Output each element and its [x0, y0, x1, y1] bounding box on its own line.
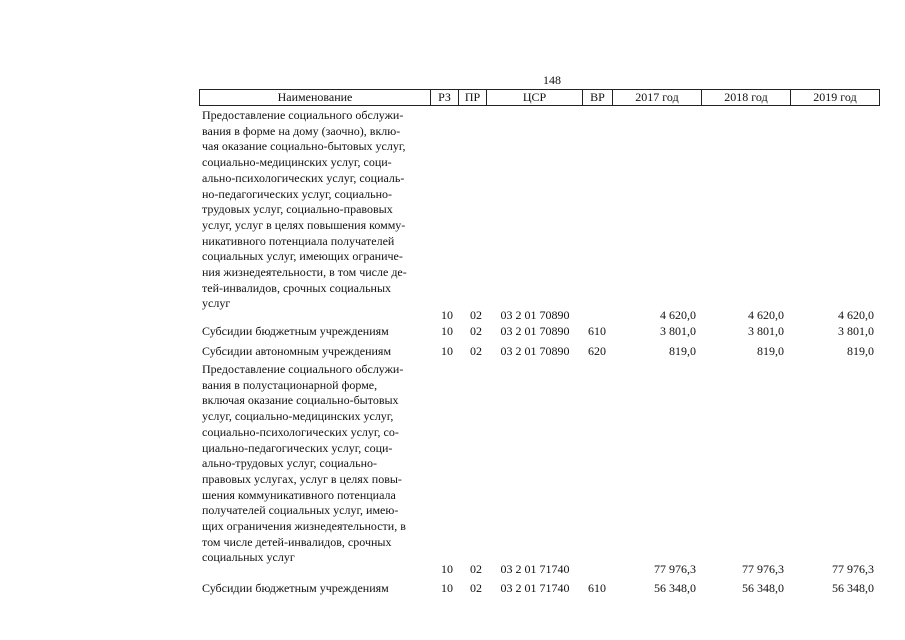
header-2018: 2018 год: [702, 90, 791, 105]
row-pr: 02: [470, 344, 482, 358]
row-rz: 10: [441, 581, 453, 595]
header-pr: ПР: [459, 90, 487, 105]
row-vr: 620: [588, 344, 606, 358]
row-2018: 819,0: [757, 344, 784, 358]
row-csr: 03 2 01 71740: [500, 562, 570, 576]
header-2019: 2019 год: [813, 90, 857, 104]
row-name: Субсидии бюджетным учреждениям: [202, 581, 389, 595]
header-vr: ВР: [583, 90, 613, 105]
row-pr: 02: [470, 324, 482, 338]
header-rz: РЗ: [431, 90, 459, 105]
header-2017: 2017 год: [613, 90, 702, 105]
row-csr: 03 2 01 70890: [500, 344, 570, 358]
row-2018: 4 620,0: [748, 308, 784, 322]
row-2018: 3 801,0: [748, 324, 784, 338]
row-csr: 03 2 01 71740: [500, 581, 570, 595]
row-pr: 02: [470, 581, 482, 595]
row-name: Субсидии бюджетным учреждениям: [202, 324, 389, 338]
row-rz: 10: [441, 324, 453, 338]
row-rz: 10: [441, 344, 453, 358]
header-name: Наименование: [200, 90, 431, 105]
row-2019: 3 801,0: [838, 324, 874, 338]
row-2017: 3 801,0: [660, 324, 696, 338]
row-vr: 610: [588, 581, 606, 595]
row-2018: 77 976,3: [742, 562, 784, 576]
row-name: Предоставление социального обслужи- вания в форме на дому (заочно), вклю- чая оказание социально-бытовых услуг, социально-медицинских услуг, соци- ально-психологических услуг, социаль- но-педагогических услуг, социально- трудовых услуг, социально-правовых услуг, услуг в целях повышения комму- никативного потенциала получателей социальных услуг, имеющих ограниче- ния жизнедеятельности, в том числе де- тей-инвалидов, срочных социальных услуг: [202, 108, 407, 311]
row-2017: 77 976,3: [654, 562, 696, 576]
row-2017: 56 348,0: [654, 581, 696, 595]
row-pr: 02: [470, 562, 482, 576]
row-rz: 10: [441, 308, 453, 322]
row-2019: 819,0: [847, 344, 874, 358]
row-2019: 4 620,0: [838, 308, 874, 322]
header-csr: ЦСР: [487, 90, 583, 105]
row-name: Субсидии автономным учреждениям: [202, 344, 392, 358]
row-csr: 03 2 01 70890: [500, 324, 570, 338]
row-2019: 77 976,3: [832, 562, 874, 576]
row-2018: 56 348,0: [742, 581, 784, 595]
row-vr: 610: [588, 324, 606, 338]
row-2019: 56 348,0: [832, 581, 874, 595]
row-pr: 02: [470, 308, 482, 322]
table-header: [199, 89, 880, 106]
row-csr: 03 2 01 70890: [500, 308, 570, 322]
row-2017: 4 620,0: [660, 308, 696, 322]
page-number: 148: [543, 73, 561, 87]
row-rz: 10: [441, 562, 453, 576]
row-name: Предоставление социального обслужи- вания в полустационарной форме, включая оказание социально-бытовых услуг, социально-медицинских услуг, социально-психологических услуг, со- циально-педагогических услуг, соци- ально-трудовых услуг, социально- правовых услугах, услуг в целях повы- шения коммуникативного потенциала получателей социальных услуг, имею- щих ограничения жизнедеятельности, в том числе детей-инвалидов, срочных социальных услуг: [202, 362, 406, 565]
row-2017: 819,0: [669, 344, 696, 358]
